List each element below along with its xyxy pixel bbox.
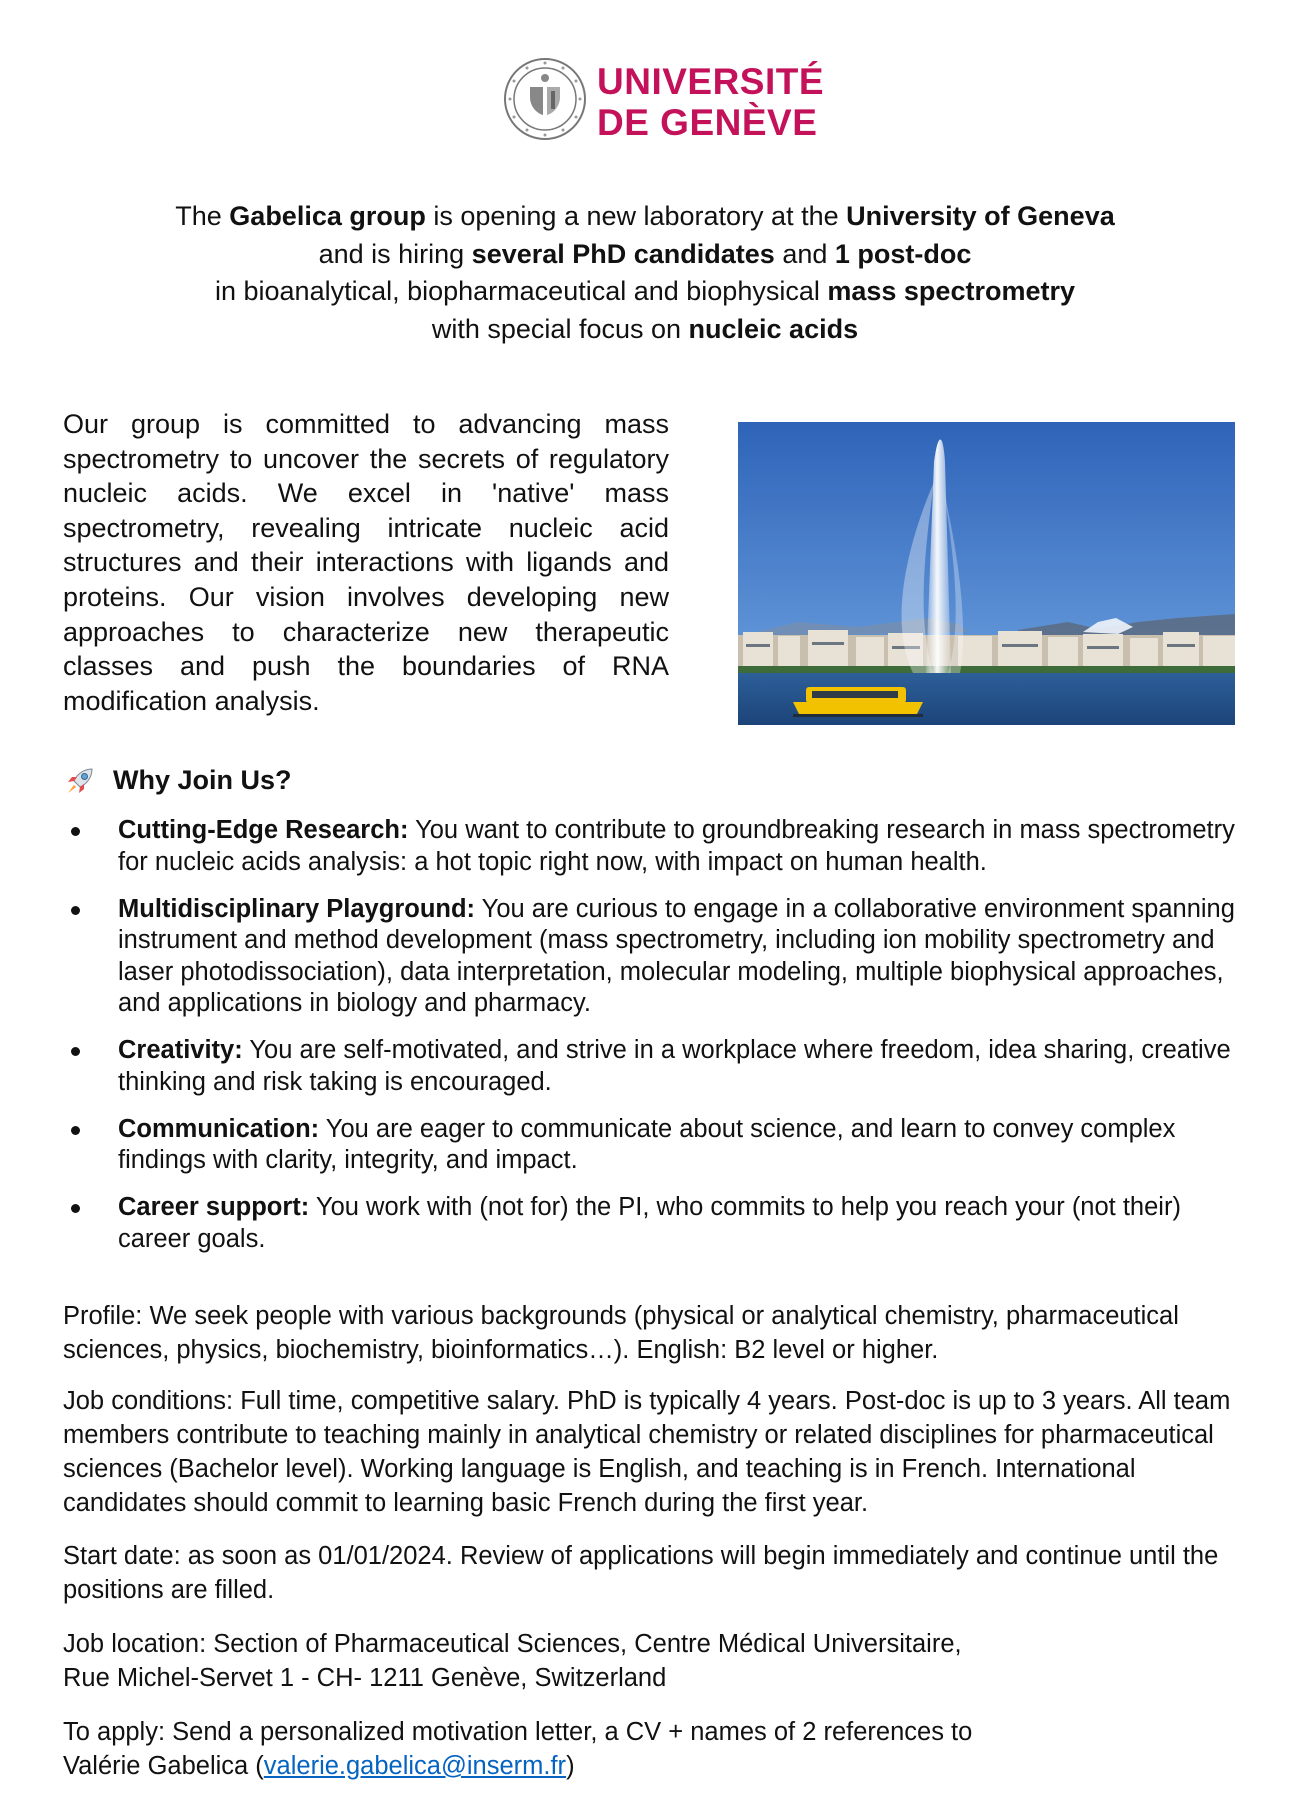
headline-bold: mass spectrometry [827, 276, 1075, 306]
job-location-paragraph [63, 1627, 1253, 1695]
headline-text: is opening a new laboratory at the [425, 201, 847, 231]
location-line-2: Rue Michel-Servet 1 - CH- 1211 Genève, Switzerland [63, 1664, 667, 1692]
wordmark-line-2: DE GENÈVE [597, 101, 818, 143]
bullet-icon [71, 906, 80, 915]
bullet-text: You are eager to communicate about science, and learn to convey complex findings with clarity, integrity, and impact. [118, 1114, 1176, 1174]
bullet-icon [71, 1204, 80, 1213]
headline-bold: several PhD candidates [471, 238, 775, 269]
headline-text: and [774, 238, 835, 269]
bullet-text: You work with (not for) the PI, who commits to help you reach your (not their) career goals. [118, 1193, 1181, 1253]
location-line-1: Job location: Section of Pharmaceutical Sciences, Centre Médical Universitaire, [63, 1630, 962, 1658]
bullet-icon [71, 827, 80, 836]
headline-line-3 [60, 273, 1230, 311]
bullet-label: Communication: [118, 1114, 320, 1143]
headline-bold: 1 post-doc [834, 238, 972, 269]
profile-paragraph: Profile: We seek people with various backgrounds (physical or analytical chemistry, pharmaceutical sciences, physics, biochemistry, bioinformatics…). English: B2 level or higher. [63, 1302, 1179, 1364]
list-item [63, 894, 1243, 1020]
headline-line-2 [60, 236, 1230, 274]
headline-line-4 [60, 311, 1230, 349]
headline-text: and is hiring [318, 238, 472, 269]
wordmark-line-1: UNIVERSITÉ [597, 60, 825, 102]
list-item [63, 1192, 1243, 1255]
intro-paragraph: Our group is committed to advancing mass spectrometry to uncover the secrets of regulatory nucleic acids. We excel in 'native' mass spectrometry, revealing intricate nucleic acid structures and their interactions with ligands and proteins. Our vision involves developing new approaches to characterize new therapeutic classes and push the boundaries of RNA modification analysis. [63, 409, 669, 716]
headline-bold: Gabelica group [229, 201, 426, 231]
apply-line-1: To apply: Send a personalized motivation letter, a CV + names of 2 references to [63, 1718, 973, 1746]
bullet-label: Creativity: [118, 1036, 243, 1064]
bullet-icon [71, 1047, 80, 1056]
university-logo [503, 57, 824, 146]
benefits-list [63, 815, 1243, 1271]
headline-text: with special focus on [431, 313, 689, 344]
bullet-label: Multidisciplinary Playground: [118, 894, 476, 923]
job-conditions-paragraph: Job conditions: Full time, competitive salary. PhD is typically 4 years. Post-doc is up to 3 years. All team members contribute to teaching mainly in analytical chemistry or related disciplines for pharmaceutical sciences (Bachelor level). Working language is English, and teaching is in French. International candidates should commit to learning basic French during the first year. [63, 1387, 1231, 1517]
headline-line-1 [60, 198, 1230, 236]
contact-name: Valérie Gabelica ( [63, 1752, 264, 1780]
headline-bold: University of Geneva [846, 201, 1115, 231]
headline-text: in bioanalytical, biopharmaceutical and biophysical [214, 276, 828, 306]
list-item [63, 1035, 1243, 1098]
university-seal-icon [503, 57, 587, 146]
list-item [63, 815, 1243, 878]
list-item [63, 1114, 1243, 1177]
why-join-title: Why Join Us? [113, 765, 292, 795]
bullet-label: Career support: [118, 1193, 310, 1221]
university-wordmark [597, 61, 824, 143]
contact-close: ) [566, 1752, 575, 1780]
email-link[interactable]: valerie.gabelica@inserm.fr [263, 1752, 567, 1780]
rocket-icon [65, 766, 95, 796]
why-join-heading [65, 765, 292, 796]
bullet-label: Cutting-Edge Research: [118, 816, 409, 844]
bullet-text: You are curious to engage in a collaborative environment spanning instrument and method development (mass spectrometry, including ion mobility spectrometry and laser photodissociation), data interpretation, molecular modeling, multiple biophysical approaches, and applications in biology and pharmacy. [118, 894, 1235, 1017]
headline-bold: nucleic acids [688, 313, 859, 344]
headline [60, 198, 1230, 348]
start-date-paragraph: Start date: as soon as 01/01/2024. Review of applications will begin immediately and continue until the positions are filled. [63, 1542, 1219, 1604]
geneva-jet-deau-photo [738, 422, 1235, 725]
bullet-text: You are self-motivated, and strive in a workplace where freedom, idea sharing, creative thinking and risk taking is encouraged. [118, 1036, 1231, 1096]
bullet-text: You want to contribute to groundbreaking research in mass spectrometry for nucleic acids analysis: a hot topic right now, with impact on human health. [118, 816, 1235, 876]
headline-text: The [175, 201, 230, 231]
bullet-icon [71, 1126, 80, 1135]
apply-paragraph [63, 1715, 1253, 1783]
apply-line-2 [63, 1749, 1253, 1783]
yellow-boat [793, 687, 923, 717]
